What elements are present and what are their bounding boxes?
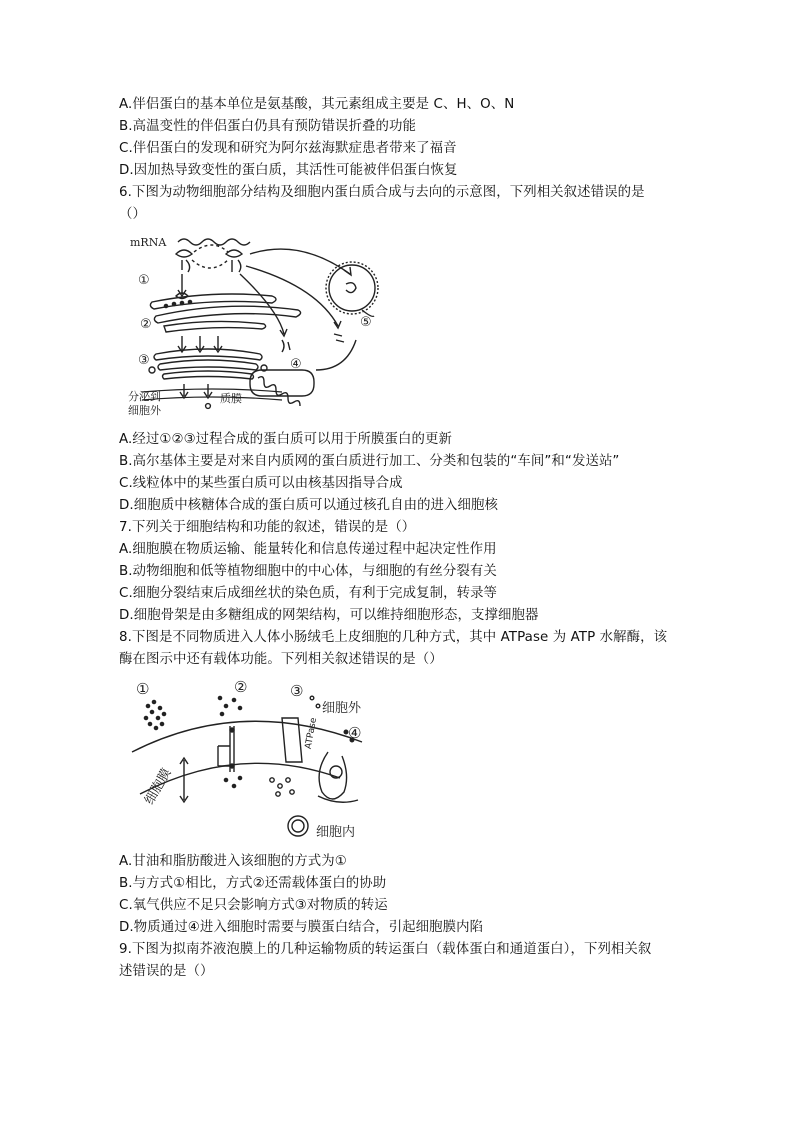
q8-option-d: D.物质通过④进入细胞时需要与膜蛋白结合，引起细胞膜内陷 <box>119 920 484 935</box>
outside-cell-label: 细胞外 <box>322 701 362 716</box>
q8-option-c: C.氧气供应不足只会影响方式③对物质的转运 <box>119 898 388 913</box>
q5-option-d: D.因加热导致变性的蛋白质，其活性可能被伴侣蛋白恢复 <box>119 163 458 178</box>
q6-cell-diagram <box>122 230 392 420</box>
plasma-membrane-label: 质膜 <box>220 392 242 405</box>
q6-option-b: B.高尔基体主要是对来自内质网的蛋白质进行加工、分类和包装的“车间”和“发送站” <box>119 454 620 469</box>
secrete-label-1: 分泌到 <box>128 390 161 403</box>
q5-option-c: C.伴侣蛋白的发现和研究为阿尔兹海默症患者带来了福音 <box>119 141 457 156</box>
q6-label-5: ⑤ <box>360 315 372 330</box>
q6-stem-blank: （） <box>119 207 146 222</box>
q7-option-a: A.细胞膜在物质运输、能量转化和信息传递过程中起决定性作用 <box>119 542 497 557</box>
atpase-label: ATPase <box>303 716 320 750</box>
q9-stem-cont: 述错误的是（） <box>119 964 214 979</box>
q8-label-1: ① <box>136 680 150 698</box>
q8-stem-cont: 酶在图示中还有载体功能。下列相关叙述错误的是（） <box>119 652 443 667</box>
inside-cell-label: 细胞内 <box>316 825 356 840</box>
secrete-label-2: 细胞外 <box>128 404 161 417</box>
q6-label-4: ④ <box>290 357 302 372</box>
mrna-strand <box>178 239 250 245</box>
q5-option-b: B.高温变性的伴侣蛋白仍具有预防错误折叠的功能 <box>119 119 416 134</box>
cell-membrane-label: 细胞膜 <box>142 766 175 808</box>
q8-label-2: ② <box>234 678 248 696</box>
q7-option-b: B.动物细胞和低等植物细胞中的中心体，与细胞的有丝分裂有关 <box>119 564 497 579</box>
q5-option-a: A.伴侣蛋白的基本单位是氨基酸，其元素组成主要是 C、H、O、N <box>119 97 515 112</box>
q8-option-a: A.甘油和脂肪酸进入该细胞的方式为① <box>119 854 347 869</box>
q8-label-4: ④ <box>348 724 362 742</box>
q7-option-d: D.细胞骨架是由多糖组成的网架结构，可以维持细胞形态，支撑细胞器 <box>119 608 539 623</box>
q6-option-c: C.线粒体中的某些蛋白质可以由核基因指导合成 <box>119 476 403 491</box>
q6-label-2: ② <box>140 317 152 332</box>
q8-option-b: B.与方式①相比，方式②还需载体蛋白的协助 <box>119 876 387 891</box>
q9-stem: 9.下图为拟南芥液泡膜上的几种运输物质的转运蛋白（载体蛋白和通道蛋白），下列相关叙 <box>119 942 652 957</box>
q6-option-d: D.细胞质中核糖体合成的蛋白质可以通过核孔自由的进入细胞核 <box>119 498 499 513</box>
q7-option-c: C.细胞分裂结束后成细丝状的染色质，有利于完成复制，转录等 <box>119 586 498 601</box>
q8-stem: 8.下图是不同物质进入人体小肠绒毛上皮细胞的几种方式，其中 ATPase 为 ATP 水解酶，该 <box>119 630 668 645</box>
q6-label-1: ① <box>138 273 150 288</box>
q6-option-a: A.经过①②③过程合成的蛋白质可以用于所膜蛋白的更新 <box>119 432 452 447</box>
q8-membrane-diagram <box>122 676 372 846</box>
mrna-label: mRNA <box>130 236 167 249</box>
q8-label-3: ③ <box>290 682 304 700</box>
q6-stem: 6.下图为动物细胞部分结构及细胞内蛋白质合成与去向的示意图，下列相关叙述错误的是 <box>119 185 645 200</box>
q6-label-3: ③ <box>138 353 150 368</box>
q7-stem: 7.下列关于细胞结构和功能的叙述，错误的是（） <box>119 520 416 535</box>
